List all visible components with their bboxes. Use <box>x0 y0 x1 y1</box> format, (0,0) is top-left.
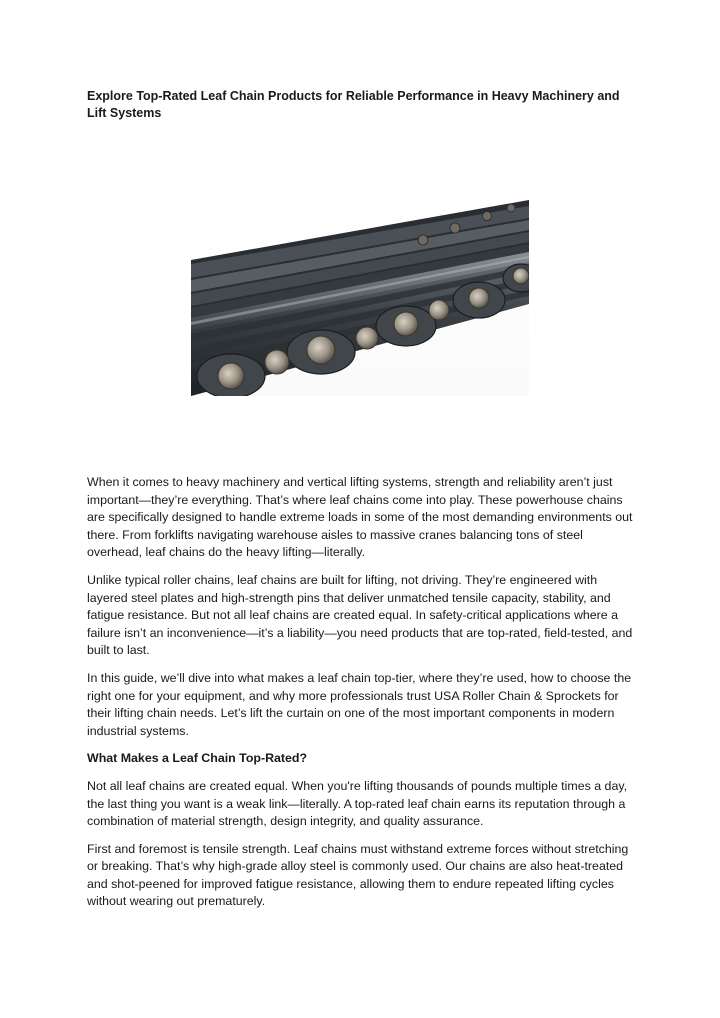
paragraph-guide-overview: In this guide, we’ll dive into what makes a leaf chain top-tier, where they’re used, how to choose the right one for your equipment, and why more professionals trust USA Roller Chain & Sprockets for their lifting chain needs. Let’s lift the curtain on one of the most important components in modern industrial systems. <box>87 670 632 738</box>
document-title: Explore Top-Rated Leaf Chain Products for Reliable Performance in Heavy Machinery and Lift Systems <box>87 89 620 120</box>
paragraph-tensile-strength: First and foremost is tensile strength. Leaf chains must withstand extreme forces without stretching or breaking. That’s why high-grade alloy steel is commonly used. Our chains are also heat-treated and shot-peened for improved fatigue resistance, allowing them to endure repeated lifting cycles without wearing out prematurely. <box>87 841 629 909</box>
leaf-chain-icon <box>191 200 529 396</box>
paragraph-roller-comparison: Unlike typical roller chains, leaf chains are built for lifting, not driving. They’re engineered with layered steel plates and high-strength pins that deliver unmatched tensile capacity, stability, and fatigue resistance. But not all leaf chains are created equal. In safety-critical applications where a failure isn’t an inconvenience—it’s a liability—you need products that are top-rated, field-tested, and built to last. <box>87 572 633 658</box>
leaf-chain-photo <box>191 200 529 396</box>
paragraph-top-rated: Not all leaf chains are created equal. When you're lifting thousands of pounds multiple times a day, the last thing you want is a weak link—literally. A top-rated leaf chain earns its reputation through a combination of material strength, design integrity, and quality assurance. <box>87 778 628 829</box>
paragraph-intro: When it comes to heavy machinery and vertical lifting systems, strength and reliability aren’t just important—they’re everything. That’s where leaf chains come into play. These powerhouse chains are specifically designed to handle extreme loads in some of the most demanding environments out there. From forklifts navigating warehouse aisles to massive cranes balancing tons of steel overhead, leaf chains do the heavy lifting—literally. <box>87 475 633 560</box>
section-heading: What Makes a Leaf Chain Top-Rated? <box>87 751 308 766</box>
article-body <box>87 474 639 921</box>
